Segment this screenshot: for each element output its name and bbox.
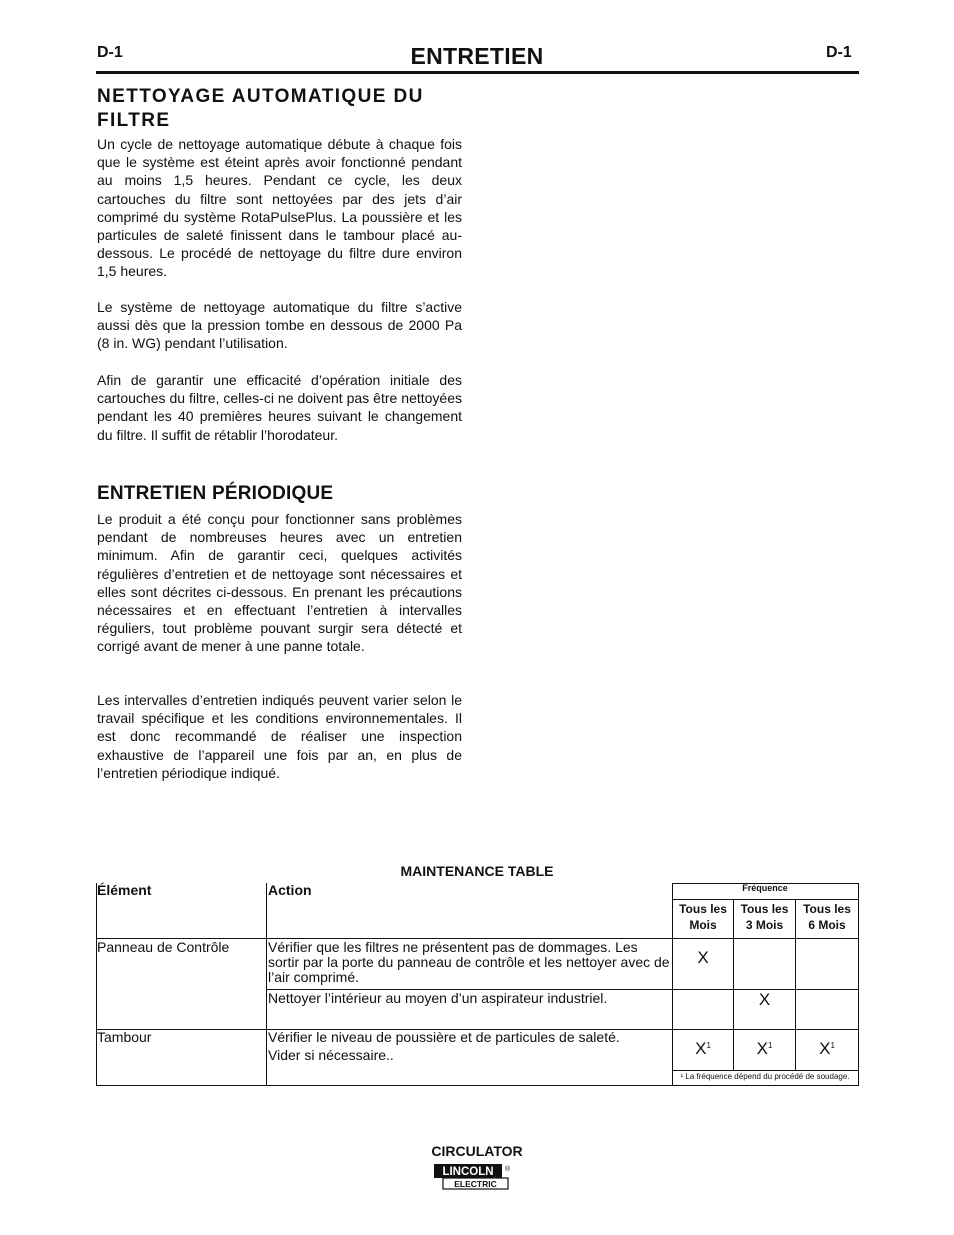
table-cell-action: Vérifier que les filtres ne présentent pas de dommages. Les sortir par la porte du panneau de contrôle et les nettoyer avec de l’air comprimé. bbox=[268, 939, 670, 985]
header-rule bbox=[96, 71, 859, 74]
paragraph: Le produit a été conçu pour fonctionner sans problèmes pendant de nombreuses heures avec un entretien minimum. Afin de garantir ceci, quelques activités régulières d’entretien et de nettoyage sont nécessaires et elles sont décrites ci-dessous. En prenant les précautions nécessaires et en effectuant l’entretien à intervalles réguliers, tout problème pouvant surgir sera détecté et corrigé avant de mener à une panne totale. bbox=[97, 511, 462, 655]
mark-text: X bbox=[819, 1039, 831, 1058]
paragraph: Un cycle de nettoyage automatique débute à chaque fois que le système est éteint après avoir fonctionné pendant au moins 1,5 heures. Pendant ce cycle, les deux cartouches du filtre sont nettoyées par des jets d’air comprimé du système RotaPulsePlus. La poussière et les particules de saleté finissent dans le tambour placé au-dessous. Le procédé de nettoyage du filtre dure environ 1,5 heures. bbox=[97, 136, 462, 280]
column-header-frequency: Fréquence bbox=[742, 883, 788, 893]
frequency-mark: X bbox=[758, 990, 771, 1009]
footer-product-name: CIRCULATOR bbox=[431, 1143, 523, 1159]
mark-text: X bbox=[695, 1039, 707, 1058]
footnote-ref: 1 bbox=[830, 1041, 835, 1050]
frequency-header-line: Tous les bbox=[803, 902, 851, 916]
table-rule bbox=[672, 899, 859, 900]
table-cell-element: Tambour bbox=[97, 1029, 152, 1045]
section-heading-line: NETTOYAGE AUTOMATIQUE DU bbox=[97, 86, 424, 107]
logo-registered-mark: ® bbox=[505, 1166, 511, 1173]
paragraph: Le système de nettoyage automatique du filtre s’active aussi dès que la pression tombe en dessous de 2000 Pa (8 in. WG) pendant l’utilisation. bbox=[97, 299, 462, 352]
action-line: Vider si nécessaire.. bbox=[268, 1047, 394, 1063]
section-heading-filter-cleaning bbox=[97, 85, 462, 133]
frequency-header-monthly bbox=[673, 901, 733, 933]
mark-text: X bbox=[756, 1039, 768, 1058]
page-code-right: D-1 bbox=[826, 44, 852, 61]
frequency-mark: X bbox=[697, 948, 709, 967]
table-footnote: ¹ La fréquence dépend du procédé de soudage. bbox=[680, 1072, 850, 1081]
frequency-header-line: Tous les bbox=[740, 902, 789, 916]
frequency-header-6-months bbox=[796, 901, 858, 933]
logo-text-electric: ELECTRIC bbox=[454, 1178, 497, 1189]
footnote-ref: 1 bbox=[767, 1041, 773, 1050]
column-header-action: Action bbox=[268, 882, 312, 898]
table-cell-element: Panneau de Contrôle bbox=[97, 939, 230, 955]
lincoln-electric-logo bbox=[433, 1163, 511, 1191]
frequency-header-line: Mois bbox=[689, 918, 717, 932]
table-cell-action bbox=[268, 1030, 670, 1063]
section-heading-line: FILTRE bbox=[97, 110, 171, 131]
paragraph: Les intervalles d’entretien indiqués peuvent varier selon le travail spécifique et les conditions environnementales. Il est donc recommandé de réaliser une inspection exhaustive de l’appareil une fois par an, en plus de l’entretien périodique indiqué. bbox=[97, 692, 462, 781]
table-title: MAINTENANCE TABLE bbox=[400, 863, 554, 879]
action-line: Vérifier le niveau de poussière et de particules de saleté. bbox=[268, 1029, 620, 1045]
frequency-header-line: 6 Mois bbox=[808, 918, 846, 932]
table-border-left bbox=[96, 883, 97, 1086]
frequency-header-3-months bbox=[734, 901, 795, 933]
frequency-mark bbox=[734, 1039, 795, 1059]
table-border-bottom bbox=[96, 1085, 859, 1086]
logo-text-lincoln: LINCOLN bbox=[442, 1166, 494, 1179]
frequency-mark bbox=[796, 1039, 858, 1059]
column-header-element: Élément bbox=[97, 882, 152, 898]
frequency-mark bbox=[673, 1039, 733, 1059]
page-code-left: D-1 bbox=[97, 44, 123, 61]
table-rule bbox=[266, 883, 267, 1086]
table-border-right bbox=[858, 883, 859, 1086]
table-cell-action: Nettoyer l’intérieur au moyen d’un aspirateur industriel. bbox=[268, 990, 608, 1006]
footnote-ref: 1 bbox=[706, 1041, 711, 1050]
section-heading-periodic-maintenance: ENTRETIEN PÉRIODIQUE bbox=[97, 483, 334, 504]
frequency-header-line: Tous les bbox=[679, 902, 727, 916]
table-rule bbox=[672, 1070, 859, 1071]
page-title: ENTRETIEN bbox=[410, 43, 544, 69]
paragraph: Afin de garantir une efficacité d’opération initiale des cartouches du filtre, celles-ci ne doivent pas être nettoyées pendant les 40 premières heures suivant le changement du filtre. Il suffit de rétablir l’horodateur. bbox=[97, 372, 462, 443]
frequency-header-line: 3 Mois bbox=[745, 918, 784, 932]
